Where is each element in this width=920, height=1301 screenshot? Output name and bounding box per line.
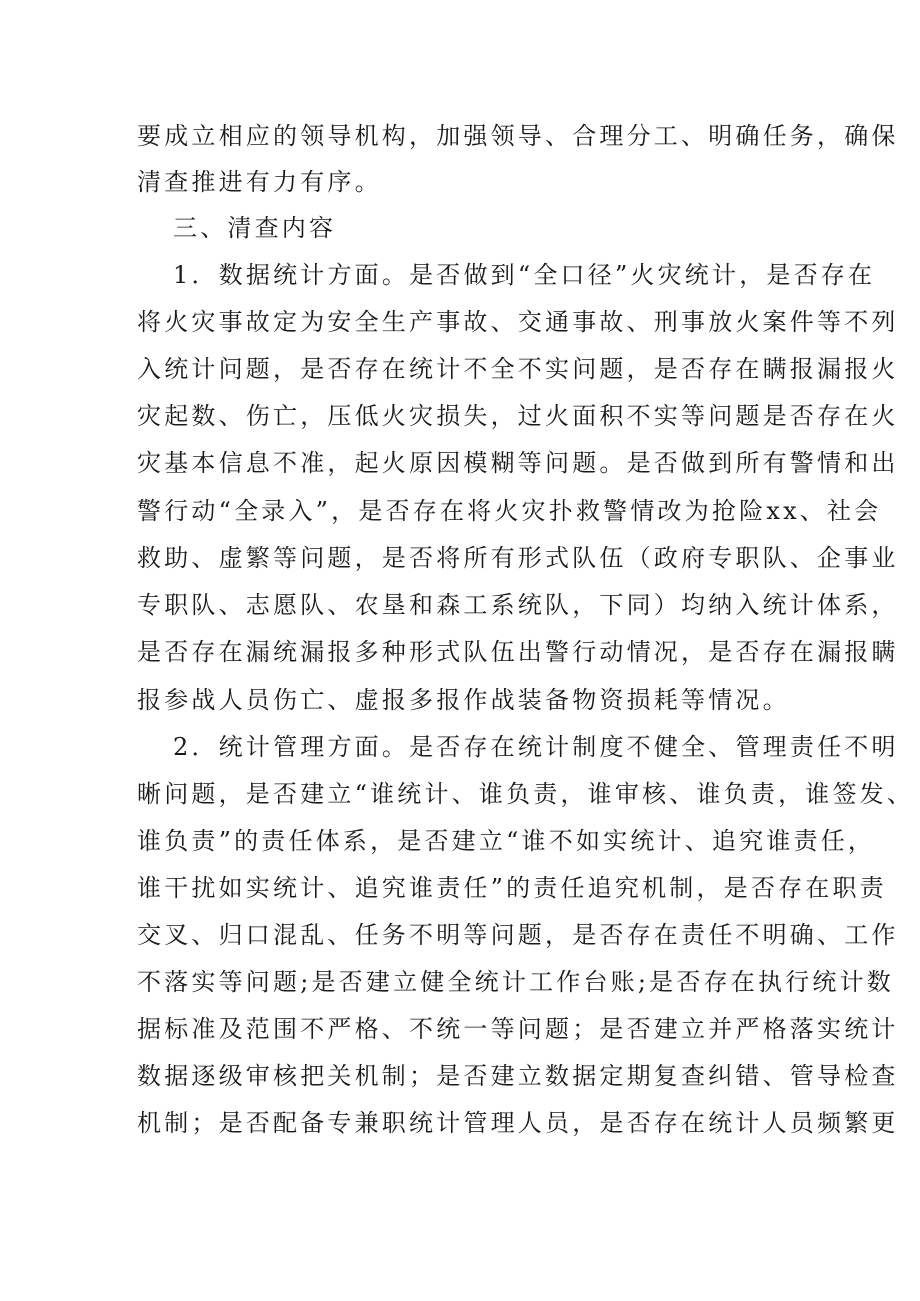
- text-line: 数据逐级审核把关机制；是否建立数据定期复查纠错、管导检查: [137, 1062, 899, 1090]
- text-line: 要成立相应的领导机构，加强领导、合理分工、明确任务，确保: [137, 122, 899, 150]
- text-line: 将火灾事故定为安全生产事故、交通事故、刑事放火案件等不列: [137, 308, 899, 336]
- text-line: 灾起数、伤亡，压低火灾损失，过火面积不实等问题是否存在火: [137, 402, 899, 430]
- text-line: 不落实等问题;是否建立健全统计工作台账;是否存在执行统计数: [137, 968, 894, 996]
- text-line: 1．数据统计方面。是否做到“全口径”火灾统计，是否存在: [173, 261, 876, 289]
- text-line: 警行动“全录入”，是否存在将火灾扑救警情改为抢险xx、社会: [137, 497, 882, 525]
- text-line: 救助、虚繁等问题，是否将所有形式队伍（政府专职队、企事业: [137, 544, 899, 572]
- text-line: 晰问题，是否建立“谁统计、谁负责，谁审核、谁负责，谁签发、: [137, 780, 915, 808]
- section-heading: 三、清查内容: [173, 214, 337, 242]
- text-line: 谁负责”的责任体系，是否建立“谁不如实统计、追究谁责任，: [137, 827, 876, 855]
- text-line: 据标准及范围不严格、不统一等问题；是否建立并严格落实统计: [137, 1015, 899, 1043]
- text-line: 专职队、志愿队、农垦和森工系统队，下同）均纳入统计体系，: [137, 591, 899, 619]
- text-line: 灾基本信息不准，起火原因模糊等问题。是否做到所有警情和出: [137, 449, 899, 477]
- text-line: 清查推进有力有序。: [137, 168, 382, 196]
- text-line: 入统计问题，是否存在统计不全不实问题，是否存在瞒报漏报火: [137, 355, 899, 383]
- text-line: 交叉、归口混乱、任务不明等问题，是否存在责任不明确、工作: [137, 921, 899, 949]
- text-line: 谁干扰如实统计、追究谁责任”的责任追究机制，是否存在职责: [137, 874, 887, 902]
- text-line: 2．统计管理方面。是否存在统计制度不健全、管理责任不明: [173, 733, 899, 761]
- text-line: 机制；是否配备专兼职统计管理人员，是否存在统计人员频繁更: [137, 1109, 899, 1137]
- text-line: 是否存在漏统漏报多种形式队伍出警行动情况，是否存在漏报瞒: [137, 638, 899, 666]
- text-line: 报参战人员伤亡、虚报多报作战装备物资损耗等情况。: [137, 686, 790, 714]
